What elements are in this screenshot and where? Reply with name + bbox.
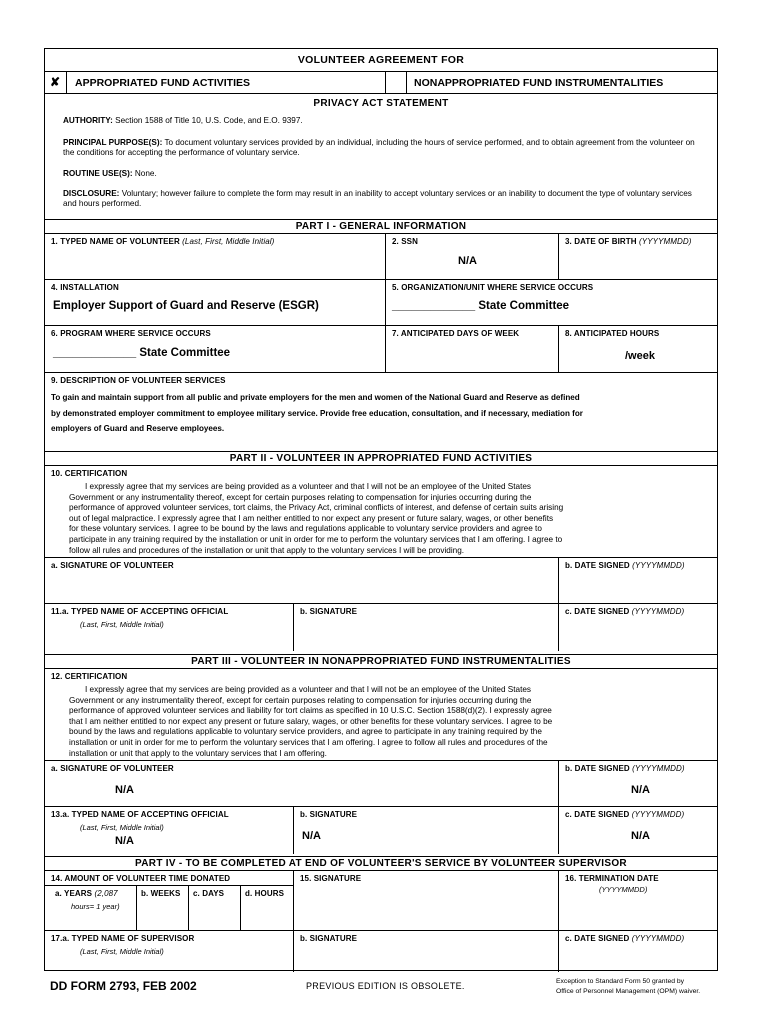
dob-label [565,237,692,246]
days-field[interactable] [188,886,240,930]
cert-line: installation or unit that apply to the voluntary services that I am offering. [69,748,327,758]
official-date-field-13[interactable] [558,807,717,854]
disclosure-text: Voluntary; however failure to complete the form may result in an inability to accept voluntary services or an inability to document the type of voluntary services and hours performed. [63,189,692,208]
days-of-week-field[interactable] [385,326,558,372]
official-name-field-13[interactable] [45,807,293,854]
certification-12-text [69,685,552,759]
official-name-field-11[interactable] [45,604,293,651]
time-donated-cells [45,885,293,930]
cert-line: for these voluntary services. I agree to be bound by the laws and regulations applicable to voluntary service providers and agree to [69,524,542,534]
official-name-label-11: 11.a. TYPED NAME OF ACCEPTING OFFICIAL [51,607,229,616]
supervisor-name-hint: (Last, First, Middle Initial) [80,947,164,956]
years-label [55,889,118,898]
privacy-heading: PRIVACY ACT STATEMENT [313,98,449,109]
disclosure-paragraph [63,189,703,209]
supervisor-date-label-text: c. DATE SIGNED [565,934,630,943]
termination-date-label: 16. TERMINATION DATE [565,874,659,883]
opm-exception-line: Office of Personnel Management (OPM) waiver. [556,988,701,995]
volunteer-date-label-10 [565,561,685,570]
organization-label: 5. ORGANIZATION/UNIT WHERE SERVICE OCCURS [392,283,594,292]
volunteer-date-label-12 [565,764,685,773]
cert-line: I expressly agree that my services are being provided as a volunteer and that I will not be an employee of the United States [85,482,532,491]
volunteer-date-value-12: N/A [631,784,650,796]
installation-label: 4. INSTALLATION [51,283,119,292]
certification-10-section [45,465,717,557]
part3-heading-row [45,654,717,668]
certification-12-label: 12. CERTIFICATION [51,672,128,681]
official-signature-field-13[interactable] [293,807,558,854]
official-signature-label-13: b. SIGNATURE [300,810,358,819]
description-text [51,390,583,437]
fund-type-row [45,71,717,93]
volunteer-signature-label-12: a. SIGNATURE OF VOLUNTEER [51,764,174,773]
cert-line: follow all rules and procedures of the installation or unit that apply to the voluntary services I will be providing. [69,545,465,555]
authority-text: Section 1588 of Title 10, U.S. Code, and E.O. 9397. [115,116,303,125]
official-date-hint-13: (YYYYMMDD) [631,810,685,819]
certification-12-section [45,668,717,760]
cert-line: Government or any instrumentality thereof, except for certain purposes relating to compensation for injuries occurring during the [69,492,532,502]
cert-line: out of legal malpractice. I expressly agree that I am neither entitled to nor expect any present or future salary, wages, or other benefits [69,513,554,523]
time-donated-label: 14. AMOUNT OF VOLUNTEER TIME DONATED [51,874,231,883]
termination-date-field[interactable] [558,871,717,930]
opm-exception-note [556,977,700,997]
routine-text: None. [134,169,157,178]
purpose-label: PRINCIPAL PURPOSE(S): [63,138,163,147]
volunteer-agreement-form [44,48,718,971]
supervisor-signature-label-15: 15. SIGNATURE [300,874,362,883]
description-section [45,372,717,448]
anticipated-hours-value: /week [625,350,655,362]
supervisor-signature-label-17: b. SIGNATURE [300,934,358,943]
official-signature-field-11[interactable] [293,604,558,651]
program-value: _____________ State Committee [53,347,231,359]
ssn-label: 2. SSN [392,237,418,246]
volunteer-name-field[interactable] [45,234,385,279]
weeks-label: b. WEEKS [141,889,181,898]
official-signature-label-11: b. SIGNATURE [300,607,358,616]
ssn-value: N/A [458,255,477,267]
description-line: by demonstrated employer commitment to employee military service. Provide free education, consultation, and if necessary, mediation for [51,408,583,418]
volunteer-name-hint: (Last, First, Middle Initial) [182,237,275,246]
official-date-label-11 [565,607,684,616]
certification-10-text [69,482,563,556]
description-line: To gain and maintain support from all public and private employers for the men and women of the National Guard and Reserve as defined [51,393,580,402]
volunteer-signature-label-10: a. SIGNATURE OF VOLUNTEER [51,561,174,570]
years-field[interactable] [45,886,136,930]
part2-heading-row [45,451,717,465]
cert-line: bound by the laws and regulations applicable to voluntary service providers, and agree to participate in any training required by the [69,727,542,737]
years-hint-2: hours= 1 year) [71,902,120,911]
description-line: employers of Guard and Reserve employees. [51,424,225,433]
official-date-label-text-13: c. DATE SIGNED [565,810,630,819]
accepting-official-row-11 [45,603,717,651]
volunteer-date-label-text-12: b. DATE SIGNED [565,764,630,773]
title-row [45,49,717,71]
part4-heading-row [45,856,717,870]
checkmark-icon: ✘ [50,75,61,89]
dob-hint: (YYYYMMDD) [639,237,692,246]
years-hint-1: (2,087 [94,889,118,898]
dob-label-text: 3. DATE OF BIRTH [565,237,637,246]
installation-field[interactable] [45,280,385,325]
installation-value: Employer Support of Guard and Reserve (ESGR) [53,300,319,312]
supervisor-name-label: 17.a. TYPED NAME OF SUPERVISOR [51,934,195,943]
fields-14-16-row [45,870,717,930]
official-name-value-13: N/A [115,835,134,847]
form-number: DD FORM 2793, FEB 2002 [50,979,197,993]
cert-line: participate in any training required by the installation or unit in order for me to perform the voluntary services that I am offering. I agree to [69,534,563,544]
description-label: 9. DESCRIPTION OF VOLUNTEER SERVICES [51,376,226,385]
days-of-week-label: 7. ANTICIPATED DAYS OF WEEK [392,329,520,338]
volunteer-date-field-12[interactable] [558,761,717,806]
certification-10-label: 10. CERTIFICATION [51,469,128,478]
fields-6-8-row [45,325,717,372]
cert-line: performance of approved volunteer services and liability for tort claims as specified in 10 U.S.C. Section 1588(d)(2). I expressly agree [69,706,552,716]
fields-4-5-row [45,279,717,325]
ssn-field[interactable] [385,234,558,279]
appropriated-checkbox[interactable] [45,72,67,93]
anticipated-hours-field[interactable] [558,326,717,372]
supervisor-row-17 [45,930,717,972]
authority-label: AUTHORITY: [63,116,113,125]
official-name-label-13: 13.a. TYPED NAME OF ACCEPTING OFFICIAL [51,810,229,819]
opm-exception-line: Exception to Standard Form 50 granted by [556,978,685,985]
nonappropriated-checkbox[interactable] [385,72,407,93]
volunteer-date-field-10[interactable] [558,558,717,603]
nonappropriated-label: NONAPPROPRIATED FUND INSTRUMENTALITIES [414,77,664,89]
volunteer-signature-field-12[interactable] [45,761,558,806]
supervisor-signature-field-17[interactable] [293,931,558,972]
termination-date-hint: (YYYYMMDD) [599,885,648,894]
program-label: 6. PROGRAM WHERE SERVICE OCCURS [51,329,211,338]
official-date-hint-11: (YYYYMMDD) [631,607,685,616]
cert-line: that I am neither entitled to nor expect any present or future salary, wages, or other benefits for these voluntary services. I agree to be [69,716,553,726]
time-donated-group [45,871,293,930]
hours-field[interactable] [240,886,293,930]
official-name-hint-13: (Last, First, Middle Initial) [80,823,164,832]
authority-paragraph [63,116,703,126]
official-signature-value-13: N/A [302,830,321,842]
cert-line: installation or unit in order for me to perform the voluntary services that I am offering. I agree to follow all rules and procedures of the [69,737,548,747]
volunteer-name-label-text: 1. TYPED NAME OF VOLUNTEER [51,237,180,246]
years-label-text: a. YEARS [55,889,93,898]
official-name-hint-11: (Last, First, Middle Initial) [80,620,164,629]
edition-notice: PREVIOUS EDITION IS OBSOLETE. [306,981,465,991]
official-date-label-13 [565,810,684,819]
cert-line: Government or any instrumentality thereof, except for certain purposes relating to compensation for injuries occurring during the [69,695,532,705]
organization-value: _____________ State Committee [392,300,570,312]
cert-line: I expressly agree that my services are being provided as a volunteer and that I will not be an employee of the United States [85,685,532,694]
supervisor-date-field[interactable] [558,931,717,972]
routine-paragraph [63,169,703,179]
privacy-act-section [45,93,717,219]
official-date-field-11[interactable] [558,604,717,651]
appropriated-label: APPROPRIATED FUND ACTIVITIES [75,77,251,89]
part4-heading: PART IV - TO BE COMPLETED AT END OF VOLUNTEER'S SERVICE BY VOLUNTEER SUPERVISOR [135,858,627,869]
supervisor-date-label [565,934,684,943]
purpose-paragraph [63,138,703,158]
volunteer-signature-row-10 [45,557,717,603]
supervisor-name-field[interactable] [45,931,293,972]
date-of-birth-field[interactable] [558,234,717,279]
hours-label: d. HOURS [245,889,285,898]
official-date-label-text-11: c. DATE SIGNED [565,607,630,616]
purpose-text: To document voluntary services provided by an individual, including the hours of service performed, and to obtain agreement from the volunteer on the conditions for accepting the performance of voluntary service. [63,138,695,157]
volunteer-signature-field-10[interactable] [45,558,558,603]
weeks-field[interactable] [136,886,188,930]
days-label: c. DAYS [193,889,225,898]
volunteer-signature-row-12 [45,760,717,806]
program-field[interactable] [45,326,385,372]
volunteer-signature-value-12: N/A [115,784,134,796]
supervisor-signature-field-15[interactable] [293,871,558,930]
anticipated-hours-label: 8. ANTICIPATED HOURS [565,329,660,338]
routine-label: ROUTINE USE(S): [63,169,133,178]
official-date-value-13: N/A [631,830,650,842]
fields-1-3-row [45,233,717,279]
part2-heading: PART II - VOLUNTEER IN APPROPRIATED FUND ACTIVITIES [229,453,533,464]
part3-heading: PART III - VOLUNTEER IN NONAPPROPRIATED FUND INSTRUMENTALITIES [191,656,571,667]
form-title: VOLUNTEER AGREEMENT FOR [297,54,465,66]
part1-heading-row [45,219,717,233]
volunteer-date-hint-10: (YYYYMMDD) [632,561,685,570]
disclosure-label: DISCLOSURE: [63,189,120,198]
volunteer-date-label-text-10: b. DATE SIGNED [565,561,630,570]
cert-line: performance of approved volunteer services, tort claims, the Privacy Act, criminal conflicts of interest, and defense of certain suits arising [69,503,564,513]
organization-field[interactable] [385,280,717,325]
volunteer-date-hint-12: (YYYYMMDD) [632,764,685,773]
part1-heading: PART I - GENERAL INFORMATION [295,221,467,232]
accepting-official-row-13 [45,806,717,854]
supervisor-date-hint: (YYYYMMDD) [631,934,685,943]
volunteer-name-label [51,237,274,246]
